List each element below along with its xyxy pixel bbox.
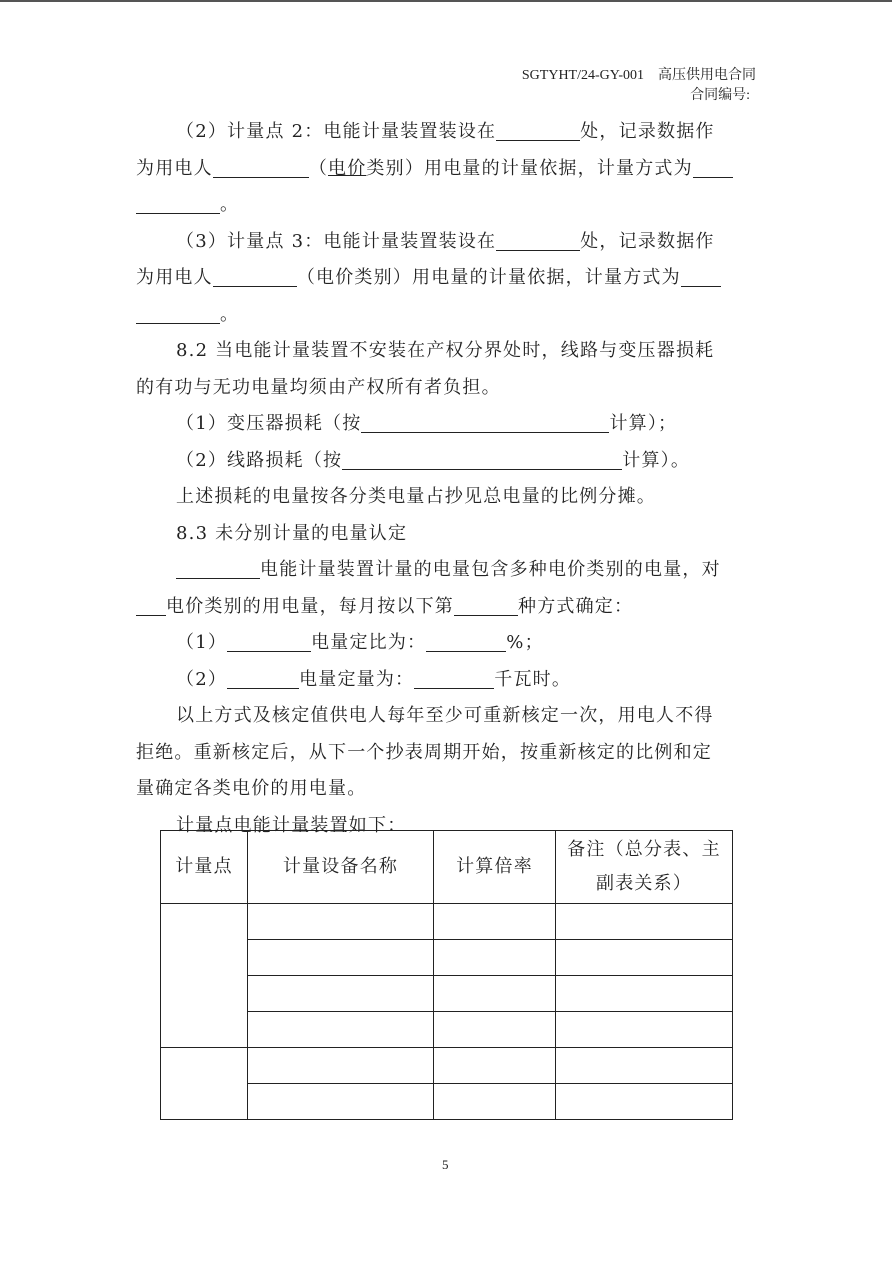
- section-8-3-title: 8.3 未分别计量的电量认定: [176, 522, 408, 544]
- table-cell[interactable]: [434, 1048, 556, 1084]
- page-number: 5: [442, 1157, 449, 1172]
- blank-field[interactable]: [176, 556, 260, 579]
- document-body: [136, 114, 758, 844]
- metering-point-3-line1: （3）计量点 3：电能计量装置装设在 处，记录数据作: [136, 224, 758, 261]
- table-cell[interactable]: [556, 976, 733, 1012]
- line-loss-line: （2）线路损耗（按 计算）。: [136, 443, 758, 480]
- table-intro: 计量点电能计量装置如下：: [176, 814, 407, 836]
- table-cell[interactable]: [434, 940, 556, 976]
- col-header-metering-point: 计量点: [161, 831, 248, 904]
- table-cell[interactable]: [556, 904, 733, 940]
- blank-field[interactable]: [213, 264, 297, 287]
- table-cell[interactable]: [556, 1084, 733, 1120]
- col-header-multiplier: 计算倍率: [434, 831, 556, 904]
- page-header: [522, 66, 756, 106]
- blank-field[interactable]: [213, 155, 309, 178]
- contract-title: 高压供用电合同: [658, 68, 756, 83]
- table-cell[interactable]: [248, 1012, 434, 1048]
- blank-field[interactable]: [136, 593, 166, 616]
- ratio-method-line: （1） 电量定比为： %；: [136, 625, 758, 662]
- metering-point-3-line2: 为用电人 （电价类别）用电量的计量依据，计量方式为: [136, 260, 758, 297]
- metering-point-3-line3: 。: [136, 297, 758, 334]
- table-header-row: [161, 831, 733, 904]
- table-cell[interactable]: [161, 1048, 248, 1120]
- blank-field[interactable]: [136, 191, 220, 214]
- table-cell[interactable]: [248, 904, 434, 940]
- table-cell[interactable]: [434, 1084, 556, 1120]
- blank-field[interactable]: [342, 447, 622, 470]
- blank-field[interactable]: [693, 155, 733, 178]
- table-cell[interactable]: [556, 1012, 733, 1048]
- metering-point-2-line3: 。: [136, 187, 758, 224]
- section-8-2-line2: 的有功与无功电量均须由产权所有者负担。: [136, 376, 501, 398]
- col-header-device-name: 计量设备名称: [248, 831, 434, 904]
- section-8-3-line2: 电价类别的用电量，每月按以下第 种方式确定：: [136, 589, 758, 626]
- blank-field[interactable]: [426, 629, 506, 652]
- blank-field[interactable]: [454, 593, 518, 616]
- review-text-line1: 以上方式及核定值供电人每年至少可重新核定一次，用电人不得: [176, 705, 714, 726]
- blank-field[interactable]: [496, 118, 580, 141]
- table-cell[interactable]: [434, 1012, 556, 1048]
- section-8-2-line1: 8.2 当电能计量装置不安装在产权分界处时，线路与变压器损耗: [176, 340, 715, 361]
- blank-field[interactable]: [227, 666, 299, 689]
- fixed-amount-method-line: （2） 电量定量为： 千瓦时。: [136, 662, 758, 699]
- transformer-loss-line: （1）变压器损耗（按 计算）；: [136, 406, 758, 443]
- table-cell[interactable]: [556, 940, 733, 976]
- table-cell[interactable]: [434, 976, 556, 1012]
- contract-code: SGTYHT/24-GY-001: [521, 68, 644, 83]
- blank-field[interactable]: [227, 629, 311, 652]
- review-text-line3: 量确定各类电价的用电量。: [136, 778, 367, 799]
- table-cell[interactable]: [161, 904, 248, 1048]
- table-cell[interactable]: [248, 976, 434, 1012]
- blank-field[interactable]: [361, 410, 609, 433]
- metering-point-2-line2: 为用电人 （电价类别）用电量的计量依据，计量方式为: [136, 151, 758, 188]
- review-text-line2: 拒绝。重新核定后，从下一个抄表周期开始，按重新核定的比例和定: [136, 741, 712, 763]
- contract-number-label: 合同编号:: [690, 88, 750, 103]
- blank-field[interactable]: [496, 228, 580, 251]
- section-8-3-line1: 电能计量装置计量的电量包含多种电价类别的电量，对: [136, 552, 758, 589]
- table-cell[interactable]: [434, 904, 556, 940]
- metering-device-table: [160, 830, 733, 1120]
- table-row: [161, 904, 733, 940]
- metering-point-2-line1: （2）计量点 2：电能计量装置装设在 处，记录数据作: [136, 114, 758, 151]
- table-cell[interactable]: [556, 1048, 733, 1084]
- loss-allocation-text: 上述损耗的电量按各分类电量占抄见总电量的比例分摊。: [176, 486, 656, 507]
- blank-field[interactable]: [136, 301, 220, 324]
- table-row: [161, 1048, 733, 1084]
- table-cell[interactable]: [248, 940, 434, 976]
- table-cell[interactable]: [248, 1048, 434, 1084]
- table-cell[interactable]: [248, 1084, 434, 1120]
- blank-field[interactable]: [681, 264, 721, 287]
- blank-field[interactable]: [414, 666, 494, 689]
- col-header-remarks: 备注（总分表、主 副表关系）: [556, 831, 733, 904]
